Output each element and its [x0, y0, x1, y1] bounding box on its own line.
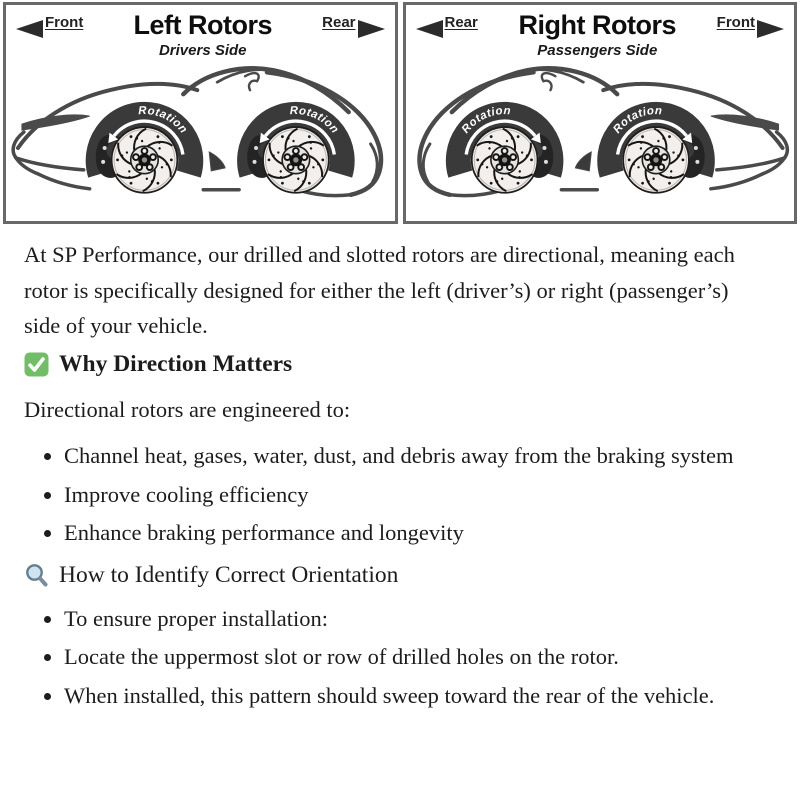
- section-heading-how: [24, 562, 769, 590]
- arrow-right-icon: [757, 20, 784, 38]
- rotor-direction-diagram: [0, 0, 800, 224]
- rotation-label: Rotation: [459, 104, 511, 136]
- car-illustration-left: [6, 60, 395, 216]
- arrow-left-icon: [16, 20, 43, 38]
- list-item: • Channel heat, gases, water, dust, and debris away from the braking system: [64, 438, 745, 474]
- panel-subtitle: Drivers Side: [158, 42, 247, 59]
- benefits-list: [24, 438, 745, 551]
- magnifying-glass-icon: [24, 562, 51, 590]
- list-item: • To ensure proper installation:: [64, 601, 745, 637]
- list-item: • When installed, this pattern should sweep toward the rear of the vehicle.: [64, 678, 745, 714]
- list-item: • Locate the uppermost slot or row of drilled holes on the rotor.: [64, 639, 745, 675]
- car-illustration-right: [406, 60, 795, 216]
- list-item: • Enhance braking performance and longevity: [64, 515, 745, 551]
- rotation-label: Rotation: [289, 105, 341, 136]
- rear-direction-label: Rear: [322, 15, 384, 38]
- heading-text: How to Identify Correct Orientation: [59, 562, 399, 588]
- arrow-right-icon: [358, 20, 385, 38]
- panel-title: Left Rotors: [133, 10, 272, 40]
- diagram-panel-left: [3, 2, 398, 224]
- front-direction-label: Front: [717, 15, 784, 38]
- orientation-list: [24, 601, 745, 714]
- article-content: [0, 237, 769, 713]
- rear-direction-label: Rear: [416, 15, 478, 38]
- heading-text: Why Direction Matters: [59, 350, 293, 377]
- intro-paragraph: At SP Performance, our drilled and slotted rotors are directional, meaning each rotor is specifically designed for either the left (driver’s) or right (passenger’s) side of your vehicle.: [24, 242, 735, 338]
- front-direction-label: Front: [16, 15, 83, 38]
- panel-subtitle: Passengers Side: [537, 42, 658, 59]
- check-mark-icon: [24, 352, 49, 377]
- rotation-label: Rotation: [138, 105, 190, 136]
- arrow-left-icon: [416, 20, 443, 38]
- panel-left-header: [6, 5, 395, 59]
- panel-title: Right Rotors: [518, 10, 676, 40]
- lead-paragraph: Directional rotors are engineered to:: [24, 396, 351, 422]
- section-heading-why: [24, 351, 769, 378]
- rotation-label: Rotation: [610, 104, 663, 136]
- list-item: • Improve cooling efficiency: [64, 477, 745, 513]
- diagram-panel-right: [403, 2, 798, 224]
- panel-right-header: [406, 5, 795, 59]
